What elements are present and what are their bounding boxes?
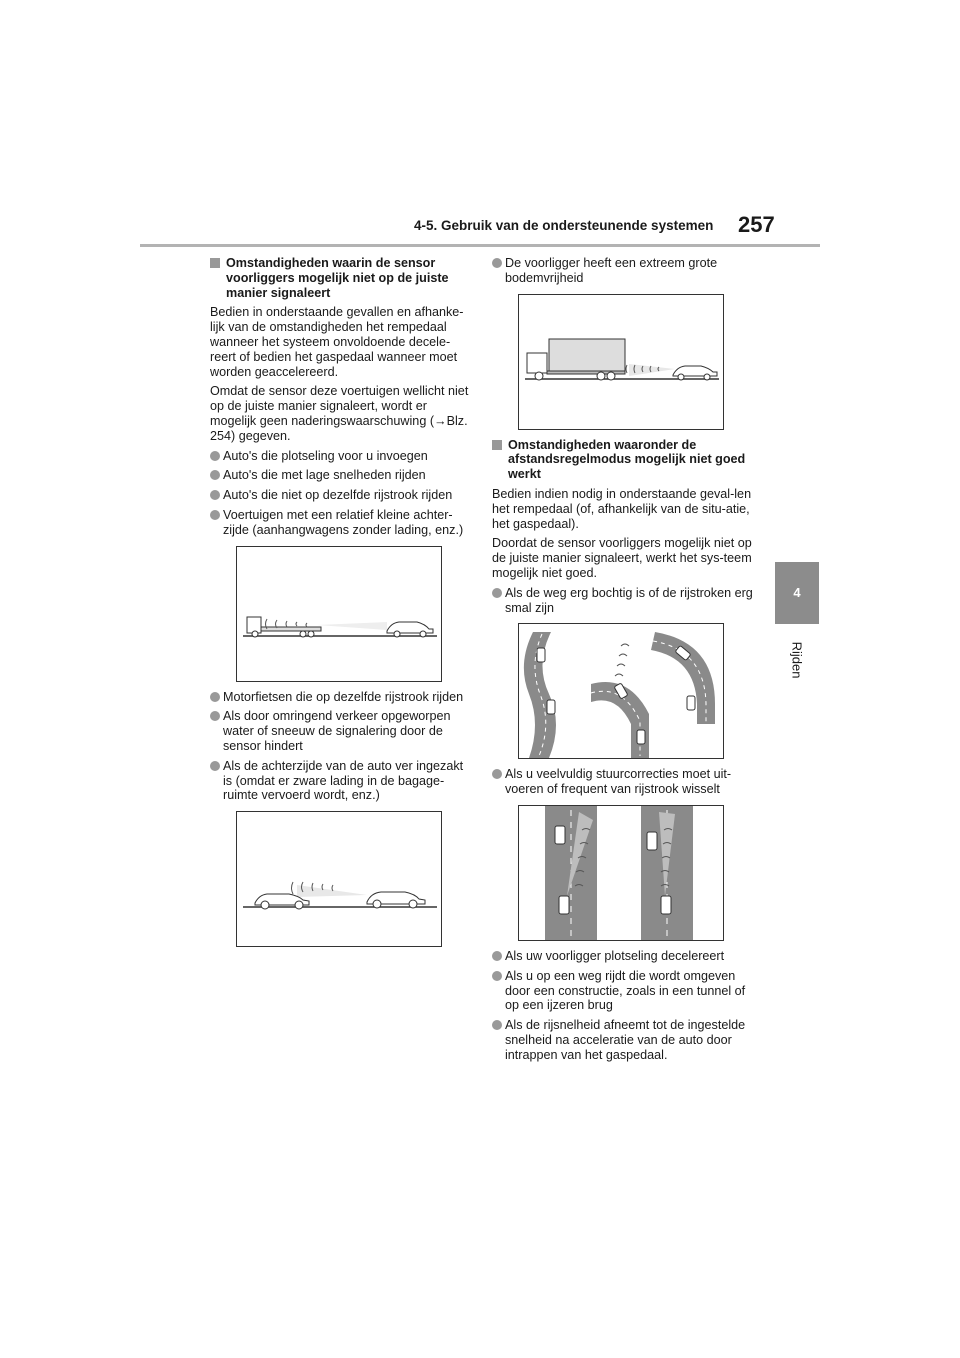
- list-item-text: Als de achterzijde van de auto ver ingezakt is (omdat er zware lading in de bagage-ruimte vervoerd wordt, enz.): [223, 758, 464, 803]
- heading-text: Omstandigheden waaronder de afstandsregelmodus mogelijk niet goed werkt: [508, 437, 746, 482]
- list-item: [210, 759, 472, 803]
- right-column: [492, 256, 760, 1068]
- illustration-low-rear: [236, 811, 442, 947]
- illustration-lane-change: [518, 805, 724, 941]
- list-item-text: De voorligger heeft een extreem grote bodemvrijheid: [505, 256, 718, 285]
- square-bullet-icon: [210, 258, 220, 268]
- section-heading: [210, 256, 472, 300]
- list-item-text: Voertuigen met een relatief kleine achter-zijde (aanhangwagens zonder lading, enz.): [223, 507, 464, 537]
- bullet-dot-icon: [210, 711, 220, 721]
- bullet-dot-icon: [492, 1020, 502, 1030]
- list-item-text: Auto's die met lage snelheden rijden: [223, 468, 426, 483]
- left-column: [210, 256, 472, 955]
- illustration-curvy-roads: [518, 623, 724, 759]
- list-item-text: Als u op een weg rijdt die wordt omgeven door een constructie, zoals in een tunnel of op een ijzeren brug: [505, 968, 746, 1013]
- list-item: [210, 468, 472, 483]
- list-item-text: Auto's die plotseling voor u invoegen: [223, 448, 428, 463]
- list-item: [492, 1018, 760, 1062]
- page-number: 257: [738, 212, 775, 237]
- list-item: [210, 709, 472, 753]
- illustration-trailer: [236, 546, 442, 682]
- bullet-dot-icon: [210, 470, 220, 480]
- chapter-label: [784, 632, 810, 688]
- paragraph: Omdat de sensor deze voertuigen wellicht niet op de juiste manier signaleert, wordt er mogelijk geen naderingswaarschuwing (→Blz. 254) gegeven.: [210, 384, 469, 443]
- list-item: [492, 256, 760, 286]
- list-item: [492, 969, 760, 1013]
- paragraph: Doordat de sensor voorliggers mogelijk niet op de juiste manier signaleert, werkt het sys-teem mogelijk niet goed.: [492, 536, 752, 580]
- list-item: [492, 586, 760, 616]
- list-item-text: Als de rijsnelheid afneemt tot de ingestelde snelheid na acceleratie van de auto door intrappen van het gaspedaal.: [505, 1018, 746, 1062]
- list-item: [210, 449, 472, 464]
- square-bullet-icon: [492, 440, 502, 450]
- list-item: [210, 508, 472, 538]
- list-item: [492, 767, 760, 797]
- bullet-dot-icon: [210, 692, 220, 702]
- bullet-dot-icon: [492, 951, 502, 961]
- list-item-text: Als de weg erg bochtig is of de rijstroken erg smal zijn: [505, 585, 753, 615]
- list-item-text: Als uw voorligger plotseling decelereert: [505, 948, 725, 963]
- list-item-text: Als door omringend verkeer opgeworpen water of sneeuw de signalering door de sensor hindert: [223, 709, 451, 753]
- list-item: [210, 488, 472, 503]
- header-divider: [140, 244, 820, 247]
- illustration-high-clearance: [518, 294, 724, 430]
- list-item: [492, 949, 760, 964]
- bullet-dot-icon: [492, 769, 502, 779]
- heading-text: Omstandigheden waarin de sensor voorliggers mogelijk niet op de juiste manier signaleert: [226, 256, 449, 300]
- list-item-text: Auto's die niet op dezelfde rijstrook rijden: [223, 488, 453, 503]
- bullet-dot-icon: [210, 490, 220, 500]
- bullet-dot-icon: [492, 258, 502, 268]
- bullet-dot-icon: [210, 510, 220, 520]
- chapter-label-text: Rijden: [789, 641, 805, 679]
- paragraph: Bedien in onderstaande gevallen en afhanke-lijk van de omstandigheden het rempedaal wanneer het systeem onvoldoende decele-reert of bedien het gaspedaal wanneer moet worden geaccelereerd.: [210, 305, 464, 379]
- section-heading: [492, 438, 760, 482]
- chapter-tab[interactable]: 4: [775, 562, 819, 624]
- list-item: [210, 690, 472, 705]
- bullet-dot-icon: [492, 588, 502, 598]
- bullet-dot-icon: [492, 971, 502, 981]
- bullet-dot-icon: [210, 761, 220, 771]
- paragraph: Bedien indien nodig in onderstaande geval-len het rempedaal (of, afhankelijk van de situ-atie, het gaspedaal).: [492, 486, 752, 531]
- list-item-text: Motorfietsen die op dezelfde rijstrook rijden: [223, 689, 464, 704]
- bullet-dot-icon: [210, 451, 220, 461]
- list-item-text: Als u veelvuldig stuurcorrecties moet uit-voeren of frequent van rijstrook wisselt: [505, 767, 732, 797]
- section-title: 4-5. Gebruik van de ondersteunende systemen: [414, 218, 714, 233]
